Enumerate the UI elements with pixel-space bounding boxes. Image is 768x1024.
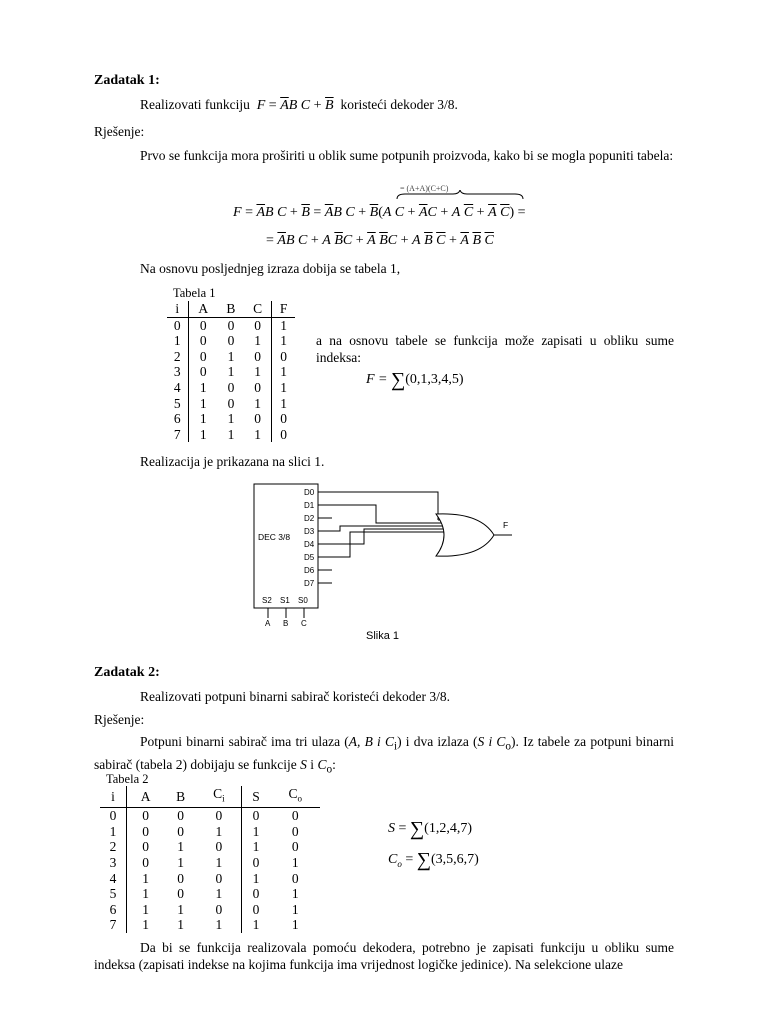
table-row xyxy=(167,317,295,333)
table-cell: 1 xyxy=(244,427,272,443)
table-cell: 1 xyxy=(291,886,299,902)
table-cell: 1 xyxy=(280,317,287,333)
table-row xyxy=(167,364,295,380)
table-header-cell: A xyxy=(127,786,165,808)
task2-heading: Zadatak 2: xyxy=(94,665,160,680)
task2-intro: Potpuni binarni sabirač ima tri ulaza (A, B i $C_i$) i dva izlaza (S i $C_o$). Iz tabele za potpuni binarni sabirač (tabela 2) dobijaju se funkcije S i $C_o$: xyxy=(94,734,675,776)
table-row xyxy=(167,333,295,349)
truth-table-1 xyxy=(167,301,295,442)
table-cell: 1 xyxy=(197,824,241,840)
table-cell: 1 xyxy=(199,379,207,395)
sum-of-indices-formula xyxy=(366,369,464,392)
table-header-cell: A xyxy=(188,301,218,317)
table-header-cell: F xyxy=(272,301,295,317)
table-cell: 0 xyxy=(177,823,184,839)
table-cell: 1 xyxy=(167,333,188,349)
table-header-cell: B xyxy=(218,301,244,317)
decoder-output-label: D0 xyxy=(304,488,315,497)
table-row xyxy=(100,902,320,918)
table-header-cell: i xyxy=(100,786,127,808)
table-cell: 1 xyxy=(100,824,127,840)
table-cell: 5 xyxy=(167,396,188,412)
table-row xyxy=(100,917,320,933)
table-cell: 1 xyxy=(197,886,241,902)
table-row xyxy=(167,411,295,427)
table-cell: 1 xyxy=(252,870,260,886)
gate-output-label: F xyxy=(503,520,509,530)
wiring xyxy=(332,492,450,557)
table-cell: 0 xyxy=(177,870,184,886)
table-cell: 0 xyxy=(244,411,272,427)
s-args: (1,2,4,7) xyxy=(424,821,472,836)
table-cell: 1 xyxy=(227,411,235,427)
table-cell: 0 xyxy=(244,349,272,365)
table-cell: 6 xyxy=(100,902,127,918)
decoder-select-label: S2 xyxy=(262,596,272,605)
table-cell: 0 xyxy=(197,808,241,824)
table-header-row xyxy=(100,786,320,808)
table-cell: 0 xyxy=(167,317,188,333)
table-cell: 1 xyxy=(291,917,299,933)
table-row xyxy=(167,396,295,412)
decoder-output-label: D3 xyxy=(304,527,315,536)
task2-solution-label: Rješenje: xyxy=(94,712,145,727)
task2-statement: Realizovati potpuni binarni sabirač koristeći dekoder 3/8. xyxy=(140,689,451,704)
table-row xyxy=(167,349,295,365)
table-cell: 7 xyxy=(100,917,127,933)
decoder-input-label: B xyxy=(283,619,289,628)
intro-part-1: Potpuni binarni sabirač ima tri ulaza ( xyxy=(140,734,349,749)
table-cell: 7 xyxy=(167,427,188,443)
task1-statement xyxy=(140,97,458,114)
decoder-input-label: A xyxy=(265,619,271,628)
table-cell: 0 xyxy=(177,808,184,824)
table-cell: 1 xyxy=(177,855,184,871)
table-cell: 1 xyxy=(177,901,184,917)
co-args: (3,5,6,7) xyxy=(431,852,479,867)
table-row xyxy=(100,808,320,824)
table-cell: 2 xyxy=(167,349,188,365)
closing-paragraph: Da bi se funkcija realizovala pomoću dekodera, potrebno je zapisati funkciju u obliku sume indeksa (zapisati indekse na kojima funkcija ima vrijednost logičke jedinice). Na selekcione ulaze xyxy=(94,940,674,972)
table-cell: 1 xyxy=(244,364,272,380)
table-cell: 0 xyxy=(227,333,235,349)
adder-outputs: S i C xyxy=(477,734,506,749)
task1-heading: Zadatak 1: xyxy=(94,73,160,88)
table-cell: 1 xyxy=(252,917,260,933)
table-cell: 1 xyxy=(280,395,287,411)
sigma-symbol: ∑ xyxy=(416,849,432,871)
table-cell: 0 xyxy=(197,902,241,918)
expansion-line-2: = $\overline{A}B$ C + A $\overline{B}C + \overline{A}$ $\overline{B}C + A$ $\overline{B}$ $\overline{C} + \overline{A}$ $\overline{B}$ $\overline{C}$ xyxy=(266,233,494,248)
sum-lhs: F = xyxy=(366,372,388,387)
table-cell: 1 xyxy=(227,348,235,364)
table-cell: 0 xyxy=(199,317,207,333)
intro-part-3: ). Iz tabele za potpuni binarni sabirač (tabela 2) dobijaju se funkcije xyxy=(94,734,675,772)
table-cell: 1 xyxy=(177,839,184,855)
decoder-circuit-figure xyxy=(240,480,530,630)
brace-label: = (A+A)(C+C) xyxy=(400,184,449,193)
table-cell: 0 xyxy=(280,426,287,442)
decoder-select-label: S1 xyxy=(280,596,290,605)
sigma-symbol: ∑ xyxy=(409,818,425,840)
table-cell: 0 xyxy=(291,870,299,886)
adder-inputs: A, B i C xyxy=(348,734,394,749)
decoder-label: DEC 3/8 xyxy=(258,532,291,542)
table-cell: 0 xyxy=(280,411,287,427)
function-formula: $F = \overline{A}B$ $C + \overline{B}$ xyxy=(256,98,334,113)
table-cell: 1 xyxy=(280,364,287,380)
table-cell: 1 xyxy=(227,364,235,380)
table-cell: 0 xyxy=(227,395,235,411)
table-row xyxy=(100,839,320,855)
table-cell: 1 xyxy=(280,333,287,349)
after-expression-text: Na osnovu posljednjeg izraza dobija se tabela 1, xyxy=(140,261,401,276)
truth-table-2 xyxy=(100,786,320,933)
table-cell: 0 xyxy=(252,886,260,902)
table-cell: 0 xyxy=(280,348,287,364)
table-row xyxy=(167,427,295,443)
table-cell: 0 xyxy=(199,333,207,349)
table-cell: 0 xyxy=(197,871,241,887)
table-cell: 0 xyxy=(199,348,207,364)
table-cell: 0 xyxy=(142,855,149,871)
table-cell: 0 xyxy=(100,808,127,824)
table-cell: 0 xyxy=(227,317,235,333)
table-cell: 4 xyxy=(100,871,127,887)
table-cell: 0 xyxy=(244,317,272,333)
table-cell: 0 xyxy=(197,839,241,855)
decoder-select-label: S0 xyxy=(298,596,308,605)
table-cell: 1 xyxy=(291,855,299,871)
realization-text: Realizacija je prikazana na slici 1. xyxy=(140,454,325,469)
table-cell: 0 xyxy=(252,901,260,917)
sum-formula-s: S = ∑(1,2,4,7) xyxy=(388,818,472,840)
table-cell: 0 xyxy=(142,823,149,839)
table-cell: 5 xyxy=(100,886,127,902)
decoder-output-label: D4 xyxy=(304,540,315,549)
intro-part-2: ) i dva izlaza ( xyxy=(397,734,478,749)
expansion-line-1: $F = \overline{A}B$ $C + \overline{B} = \overline{A}B$ $C + \overline{B}(A$ $C + \overline{A}C + A$ $\overline{C} + \overline{A}$ $\overline{C}$) = xyxy=(233,205,526,220)
table-cell: 0 xyxy=(252,855,260,871)
decoder-output-label: D1 xyxy=(304,501,315,510)
table-cell: 0 xyxy=(291,839,299,855)
table-header-row xyxy=(167,301,295,317)
table-cell: 1 xyxy=(252,839,260,855)
table-cell: 1 xyxy=(227,426,235,442)
table-cell: 3 xyxy=(167,364,188,380)
table-cell: 3 xyxy=(100,855,127,871)
table-header-cell: $C_o$ xyxy=(270,786,320,808)
table-cell: 1 xyxy=(142,870,149,886)
task1-solution-label: Rješenje: xyxy=(94,124,145,139)
table-cell: 2 xyxy=(100,839,127,855)
decoder-output-label: D5 xyxy=(304,553,315,562)
table-cell: 0 xyxy=(227,379,235,395)
table-header-cell: $C_i$ xyxy=(197,786,241,808)
table2-caption: Tabela 2 xyxy=(106,772,149,786)
task1-intro: Prvo se funkcija mora proširiti u oblik sume potpunih proizvoda, kako bi se mogla popuniti tabela: xyxy=(140,148,674,163)
table-header-cell: B xyxy=(164,786,197,808)
table-header-cell: C xyxy=(244,301,272,317)
table-row xyxy=(100,824,320,840)
table-cell: 1 xyxy=(197,917,241,933)
table-cell: 0 xyxy=(142,808,149,824)
table-cell: 6 xyxy=(167,411,188,427)
statement-text: Realizovati funkciju xyxy=(140,97,250,112)
decoder-input-label: C xyxy=(301,619,307,628)
table-cell: 1 xyxy=(280,379,287,395)
table-cell: 1 xyxy=(199,395,207,411)
table-cell: 0 xyxy=(199,364,207,380)
table-cell: 1 xyxy=(142,901,149,917)
table-row xyxy=(167,380,295,396)
table-cell: 4 xyxy=(167,380,188,396)
figure1-caption: Slika 1 xyxy=(366,630,400,642)
statement-text-end: koristeći dekoder 3/8. xyxy=(340,97,458,112)
index-text: a na osnovu tabele se funkcija može zapisati u obliku sume indeksa: xyxy=(316,333,674,365)
decoder-output-label: D7 xyxy=(304,579,315,588)
decoder-output-label: D2 xyxy=(304,514,315,523)
table-cell: 1 xyxy=(199,426,207,442)
table-cell: 0 xyxy=(142,839,149,855)
table-header-cell: i xyxy=(167,301,188,317)
table-row xyxy=(100,855,320,871)
table-cell: 0 xyxy=(177,886,184,902)
or-gate xyxy=(436,514,494,556)
table-row xyxy=(100,871,320,887)
overbrace xyxy=(395,190,525,200)
table-header-cell: S xyxy=(241,786,270,808)
sum-args: (0,1,3,4,5) xyxy=(405,372,464,387)
table-cell: 0 xyxy=(291,808,299,824)
table-row xyxy=(100,886,320,902)
table-cell: 1 xyxy=(197,855,241,871)
table-cell: 1 xyxy=(244,333,272,349)
table-cell: 1 xyxy=(252,823,260,839)
table1-caption: Tabela 1 xyxy=(173,286,216,300)
table-cell: 1 xyxy=(199,411,207,427)
table-cell: 0 xyxy=(244,380,272,396)
sigma-symbol: ∑ xyxy=(391,369,406,391)
table-cell: 1 xyxy=(177,917,184,933)
table-cell: 1 xyxy=(244,396,272,412)
sum-formula-co: $C_o = \sum(3,5,6,7)$ xyxy=(388,849,479,871)
decoder-output-label: D6 xyxy=(304,566,315,575)
table-cell: 1 xyxy=(291,901,299,917)
table-cell: 0 xyxy=(252,808,260,824)
table-cell: 1 xyxy=(142,917,149,933)
table-cell: 0 xyxy=(291,823,299,839)
table-cell: 1 xyxy=(142,886,149,902)
and-word: i xyxy=(310,756,315,772)
